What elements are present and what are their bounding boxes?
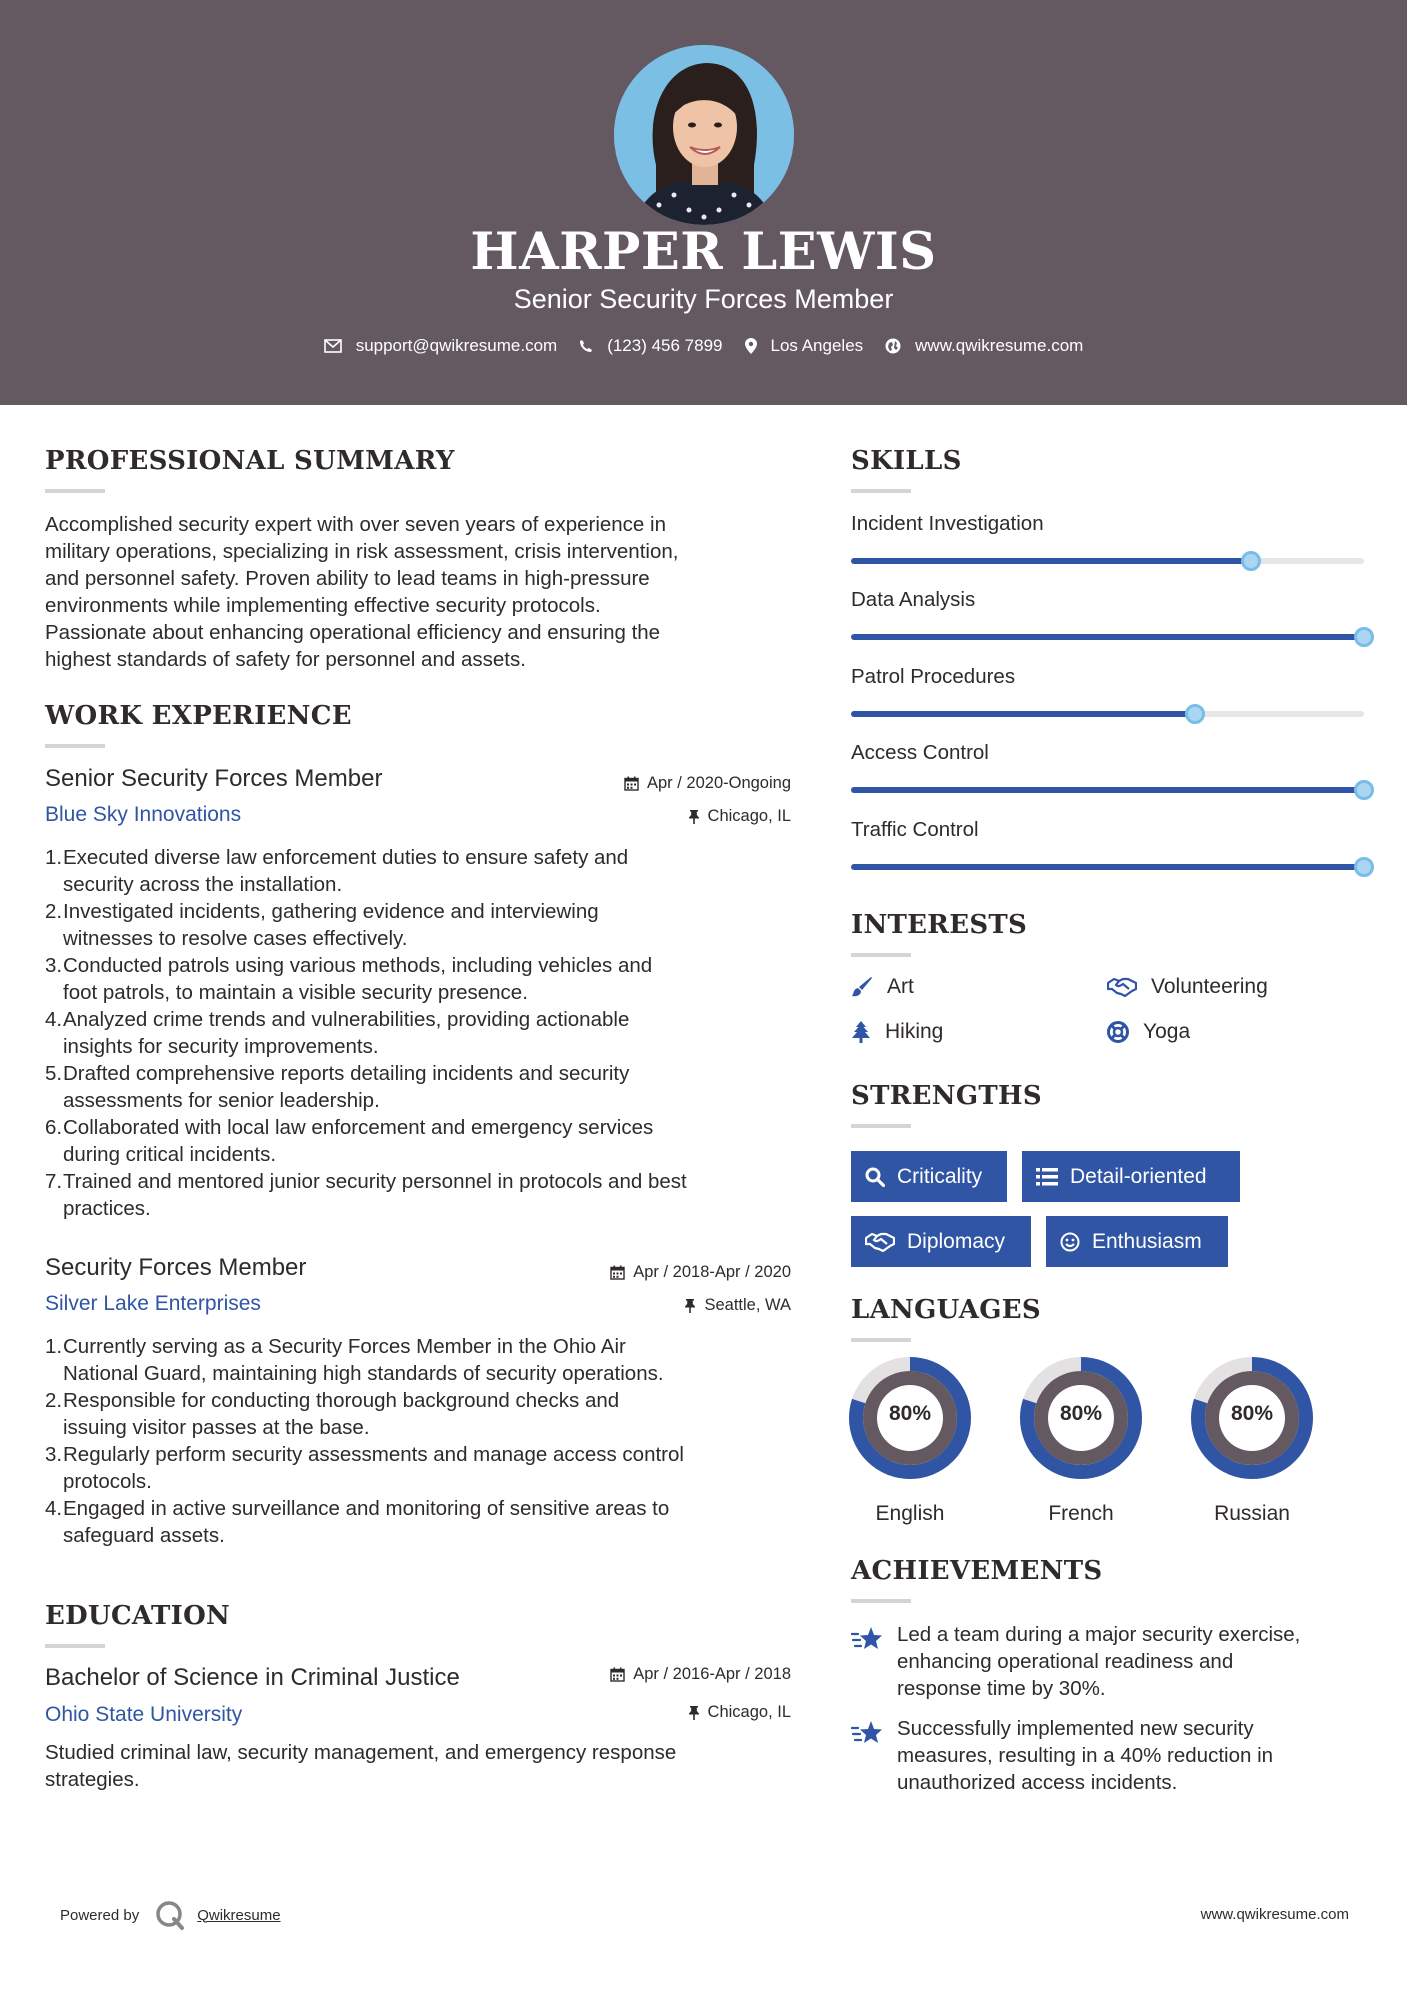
contact-website-text: www.qwikresume.com xyxy=(915,336,1084,355)
skill-bar-fill xyxy=(851,711,1195,717)
interest-yoga xyxy=(1107,1020,1190,1044)
job-duty-item: 2. Investigated incidents, gathering evidence and interviewing witnesses to resolve cases effectively. xyxy=(45,898,805,952)
interest-label: Art xyxy=(887,975,914,998)
summary-line: Accomplished security expert with over seven years of experience in xyxy=(45,513,666,536)
education-dates xyxy=(520,1665,791,1684)
shooting-star-icon xyxy=(851,1625,883,1651)
contact-website[interactable] xyxy=(885,336,1083,356)
list-icon xyxy=(1036,1168,1058,1186)
contact-email[interactable] xyxy=(324,336,558,356)
job-role: Senior Security Forces Member xyxy=(45,765,383,792)
thumbtack-icon xyxy=(684,1298,696,1313)
job-location-text: Chicago, IL xyxy=(707,807,791,825)
skills-heading: SKILLS xyxy=(851,446,962,476)
contact-phone[interactable] xyxy=(579,336,722,356)
qwikresume-link[interactable]: Qwikresume xyxy=(197,1906,281,1924)
duty-line: Analyzed crime trends and vulnerabilities, providing actionable xyxy=(63,1008,630,1031)
job-duty-item: 3. Conducted patrols using various methods, including vehicles and foot patrols, to maintain a visible security presence. xyxy=(45,952,805,1006)
language-percent: 80% xyxy=(1230,1402,1274,1425)
skill-bar-fill xyxy=(851,634,1364,640)
education-heading: EDUCATION xyxy=(45,1601,231,1631)
duty-line: witnesses to resolve cases effectively. xyxy=(63,927,408,950)
tree-icon xyxy=(851,1021,871,1043)
skill-bar-knob xyxy=(1354,780,1374,800)
skill-bar-fill xyxy=(851,864,1364,870)
handshake-icon xyxy=(865,1232,895,1252)
company-name: Blue Sky Innovations xyxy=(45,803,242,826)
job-duty-item: 3. Regularly perform security assessments and manage access control protocols. xyxy=(45,1441,805,1495)
job-duties-list xyxy=(45,844,805,1222)
job-location xyxy=(520,1296,791,1315)
strength-label: Criticality xyxy=(897,1164,983,1188)
achievement-line: Led a team during a major security exercise, xyxy=(897,1623,1301,1646)
skill-bar-knob xyxy=(1185,704,1205,724)
job-duty-item: 7. Trained and mentored junior security personnel in protocols and best practices. xyxy=(45,1168,805,1222)
duty-line: Drafted comprehensive reports detailing incidents and security xyxy=(63,1062,630,1085)
summary-line: environments while implementing effective security protocols. xyxy=(45,594,601,617)
strengths-heading-rule xyxy=(851,1124,911,1128)
job-duty-item: 4. Analyzed crime trends and vulnerabilities, providing actionable insights for security improvements. xyxy=(45,1006,805,1060)
language-percent: 80% xyxy=(1059,1402,1103,1425)
strength-chip xyxy=(851,1151,1007,1202)
skill-bar-fill xyxy=(851,787,1364,793)
powered-by-label: Powered by xyxy=(60,1906,140,1924)
summary-line: Passionate about enhancing operational efficiency and ensuring the xyxy=(45,621,661,644)
skill-bar-knob xyxy=(1241,551,1261,571)
interests-heading: INTERESTS xyxy=(851,910,1028,940)
languages-heading-rule xyxy=(851,1338,911,1342)
skills-heading-rule xyxy=(851,489,911,493)
education-location-text: Chicago, IL xyxy=(707,1703,791,1721)
duty-line: practices. xyxy=(63,1197,151,1220)
duty-line: safeguard assets. xyxy=(63,1524,225,1547)
education-dates-text: Apr / 2016-Apr / 2018 xyxy=(633,1665,791,1683)
language-gauge xyxy=(848,1356,972,1525)
candidate-title: Senior Security Forces Member xyxy=(513,284,894,314)
job-dates-text: Apr / 2018-Apr / 2020 xyxy=(633,1263,791,1281)
strength-chip xyxy=(1022,1151,1240,1202)
summary-heading: PROFESSIONAL SUMMARY xyxy=(45,446,455,476)
handshake-icon xyxy=(1107,977,1137,997)
degree-name: Bachelor of Science in Criminal Justice xyxy=(45,1664,460,1691)
job-dates xyxy=(520,774,791,793)
interest-label: Yoga xyxy=(1143,1020,1191,1043)
language-name: French xyxy=(1048,1502,1114,1525)
job-duty-item: 5. Drafted comprehensive reports detailing incidents and security assessments for senior leadership. xyxy=(45,1060,805,1114)
duty-line: Trained and mentored junior security personnel in protocols and best xyxy=(63,1170,687,1193)
contact-email-text: support@qwikresume.com xyxy=(355,336,558,355)
envelope-icon xyxy=(324,339,342,353)
duty-line: protocols. xyxy=(63,1470,152,1493)
lifebuoy-icon xyxy=(1107,1021,1129,1043)
languages-heading: LANGUAGES xyxy=(851,1295,1041,1325)
duty-line: Currently serving as a Security Forces Member in the Ohio Air xyxy=(63,1335,626,1358)
resume-header xyxy=(0,0,1407,405)
job-location xyxy=(520,807,791,826)
smile-icon xyxy=(1060,1232,1080,1252)
skill-bar xyxy=(851,787,1364,793)
skill-name: Patrol Procedures xyxy=(851,665,1016,688)
job-role: Security Forces Member xyxy=(45,1254,307,1281)
school-name: Ohio State University xyxy=(45,1703,243,1726)
map-pin-icon xyxy=(745,338,757,354)
achievement-item xyxy=(851,1621,1371,1702)
summary-line: military operations, specializing in risk assessment, crisis intervention, xyxy=(45,540,679,563)
skill-name: Incident Investigation xyxy=(851,512,1044,535)
duty-line: foot patrols, to maintain a visible security presence. xyxy=(63,981,528,1004)
achievement-line: response time by 30%. xyxy=(897,1677,1106,1700)
summary-line: highest standards of safety for personnel and assets. xyxy=(45,648,526,671)
summary-heading-rule xyxy=(45,489,105,493)
contact-bar xyxy=(0,336,1407,356)
skill-bar-knob xyxy=(1354,627,1374,647)
interest-label: Hiking xyxy=(885,1020,944,1043)
strength-chip xyxy=(851,1216,1031,1267)
footer-website[interactable]: www.qwikresume.com xyxy=(1200,1906,1349,1923)
summary-line: and personnel safety. Proven ability to lead teams in high-pressure xyxy=(45,567,650,590)
skill-bar-fill xyxy=(851,558,1251,564)
achievements-heading: ACHIEVEMENTS xyxy=(851,1556,1103,1586)
achievement-item xyxy=(851,1715,1371,1796)
thumbtack-icon xyxy=(688,809,700,824)
duty-line: assessments for senior leadership. xyxy=(63,1089,380,1112)
phone-icon xyxy=(579,339,593,353)
skill-name: Access Control xyxy=(851,741,989,764)
interests-heading-rule xyxy=(851,953,911,957)
candidate-name: HARPER LEWIS xyxy=(470,222,937,282)
interest-volunteering xyxy=(1107,975,1268,999)
company-name: Silver Lake Enterprises xyxy=(45,1292,261,1315)
contact-phone-text: (123) 456 7899 xyxy=(607,336,723,355)
language-gauge xyxy=(1190,1356,1314,1525)
achievements-heading-rule xyxy=(851,1599,911,1603)
job-duty-item: 2. Responsible for conducting thorough background checks and issuing visitor passes at the base. xyxy=(45,1387,805,1441)
duty-line: security across the installation. xyxy=(63,873,343,896)
search-icon xyxy=(865,1167,885,1187)
paintbrush-icon xyxy=(851,976,873,998)
duty-line: Conducted patrols using various methods, including vehicles and xyxy=(63,954,653,977)
interest-label: Volunteering xyxy=(1151,975,1268,998)
achievement-line: Successfully implemented new security xyxy=(897,1717,1254,1740)
summary-text xyxy=(45,511,785,673)
strengths-heading: STRENGTHS xyxy=(851,1081,1042,1111)
strength-label: Detail-oriented xyxy=(1070,1164,1207,1188)
job-duty-item: 6. Collaborated with local law enforcement and emergency services during critical incidents. xyxy=(45,1114,805,1168)
calendar-icon xyxy=(610,1265,625,1280)
language-gauge xyxy=(1019,1356,1143,1525)
duty-line: Executed diverse law enforcement duties to ensure safety and xyxy=(63,846,629,869)
contact-location-text: Los Angeles xyxy=(770,336,864,355)
duty-line: Regularly perform security assessments and manage access control xyxy=(63,1443,684,1466)
job-duty-item: 1. Executed diverse law enforcement duties to ensure safety and security across the installation. xyxy=(45,844,805,898)
shooting-star-icon xyxy=(851,1719,883,1745)
achievement-line: enhancing operational readiness and xyxy=(897,1650,1234,1673)
thumbtack-icon xyxy=(688,1705,700,1720)
duty-line: issuing visitor passes at the base. xyxy=(63,1416,370,1439)
education-heading-rule xyxy=(45,1644,105,1648)
job-duty-item: 1. Currently serving as a Security Forces Member in the Ohio Air National Guard, maintaining high standards of security operations. xyxy=(45,1333,805,1387)
job-location-text: Seattle, WA xyxy=(704,1296,791,1314)
strength-chip xyxy=(1046,1216,1228,1267)
education-location xyxy=(520,1703,791,1722)
footer-powered-by xyxy=(60,1898,281,1932)
skill-bar-knob xyxy=(1354,857,1374,877)
job-dates xyxy=(520,1263,791,1282)
interest-hiking xyxy=(851,1020,943,1044)
contact-location xyxy=(745,336,864,356)
language-name: English xyxy=(875,1502,945,1525)
job-dates-text: Apr / 2020-Ongoing xyxy=(646,774,791,792)
profile-photo xyxy=(614,45,794,225)
skill-bar xyxy=(851,558,1364,564)
education-description xyxy=(45,1739,805,1793)
skill-name: Traffic Control xyxy=(851,818,979,841)
achievement-line: unauthorized access incidents. xyxy=(897,1771,1178,1794)
achievement-text xyxy=(897,1715,1273,1796)
duty-line: during critical incidents. xyxy=(63,1143,277,1166)
achievement-line: measures, resulting in a 40% reduction in xyxy=(897,1744,1274,1767)
job-duties-list xyxy=(45,1333,805,1549)
qwikresume-logo-icon xyxy=(153,1898,187,1932)
skill-bar xyxy=(851,711,1364,717)
achievement-text xyxy=(897,1621,1300,1702)
education-line: Studied criminal law, security management, and emergency response xyxy=(45,1741,677,1764)
duty-line: Engaged in active surveillance and monitoring of sensitive areas to xyxy=(63,1497,670,1520)
language-percent: 80% xyxy=(888,1402,932,1425)
strength-label: Diplomacy xyxy=(907,1229,1006,1253)
skill-bar xyxy=(851,634,1364,640)
experience-heading-rule xyxy=(45,744,105,748)
globe-icon xyxy=(885,338,901,354)
experience-heading: WORK EXPERIENCE xyxy=(45,701,352,731)
calendar-icon xyxy=(624,776,639,791)
language-name: Russian xyxy=(1214,1502,1290,1525)
interest-art xyxy=(851,975,914,999)
duty-line: Collaborated with local law enforcement and emergency services xyxy=(63,1116,654,1139)
skill-name: Data Analysis xyxy=(851,588,976,611)
skill-bar xyxy=(851,864,1364,870)
duty-line: insights for security improvements. xyxy=(63,1035,379,1058)
strength-label: Enthusiasm xyxy=(1092,1229,1202,1253)
job-duty-item: 4. Engaged in active surveillance and monitoring of sensitive areas to safeguard assets. xyxy=(45,1495,805,1549)
duty-line: National Guard, maintaining high standards of security operations. xyxy=(63,1362,664,1385)
duty-line: Responsible for conducting thorough background checks and xyxy=(63,1389,620,1412)
calendar-icon xyxy=(610,1667,625,1682)
education-line: strategies. xyxy=(45,1768,140,1791)
duty-line: Investigated incidents, gathering evidence and interviewing xyxy=(63,900,599,923)
